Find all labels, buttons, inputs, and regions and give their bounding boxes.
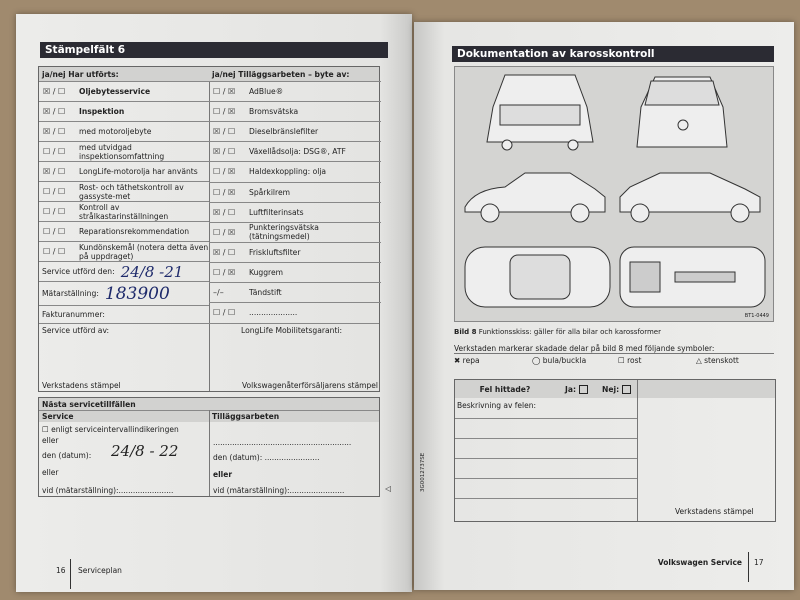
service-item-label: Kundönskemål (notera detta även på uppdraget) [79, 242, 209, 261]
symbol-stone-chip: △ stenskott [696, 356, 739, 365]
extra-work-item-row [209, 141, 381, 161]
extra-work-item-row [209, 282, 381, 302]
extra-work-item-label: .................... [249, 308, 298, 318]
next-date-label: den (datum): [42, 451, 92, 460]
car-underbody-view [620, 247, 765, 307]
extra-work-item-label: Bromsvätska [249, 107, 299, 117]
yes-no-checkbox[interactable]: ☐ / ☐ [213, 308, 236, 318]
symbol-dent: ◯ bula/buckla [532, 356, 587, 365]
extra-work-item-label: AdBlue® [249, 87, 284, 97]
yes-no-checkbox[interactable]: ☒ / ☐ [43, 127, 66, 136]
right-col-header: ja/nej Tilläggsarbeten – byte av: [212, 69, 350, 79]
extra-work-item-label: Luftfilterinsats [249, 207, 304, 217]
service-item-row [39, 181, 209, 201]
service-item-label: med utvidgad inspektionsomfattning [79, 142, 165, 161]
extra-work-item-row [209, 222, 381, 242]
yes-no-checkbox[interactable]: ☐ / ☒ [213, 187, 236, 197]
service-header: Service [42, 412, 74, 421]
extra-work-item-row [209, 242, 381, 262]
extra-work-item-row [209, 262, 381, 282]
next-service-table [38, 397, 391, 497]
service-item-label: med motoroljebyte [79, 127, 152, 136]
arrow-icon: ◁ [385, 484, 391, 493]
yes-no-checkbox[interactable]: ☐ / ☒ [213, 267, 236, 277]
extra-work-item-label: Spårkilrem [249, 187, 291, 197]
description-label: Beskrivning av felen: [457, 401, 537, 410]
yes-no-checkbox[interactable]: ☒ / ☐ [213, 127, 236, 137]
car-rear-view [487, 75, 593, 150]
faults-table [454, 379, 776, 522]
no-checkbox[interactable] [622, 385, 631, 394]
service-item-label: LongLife-motorolja har använts [79, 167, 198, 176]
yes-no-checkbox[interactable]: –/– [213, 288, 224, 298]
extra-work-item-label: Dieselbränslefilter [249, 127, 319, 137]
extra-odometer-field: vid (mätarställning):....................... [213, 486, 345, 495]
service-item-row [39, 81, 209, 101]
faults-label: Fel hittade? [479, 384, 531, 394]
extra-date-field: den (datum): ....................... [213, 453, 320, 462]
service-item-row [39, 141, 209, 161]
service-item-label: Rost- och täthetskontroll av gassyste-met [79, 182, 184, 201]
right-page [414, 22, 794, 590]
page-number: 17 [754, 558, 764, 567]
extra-work-field: .......................................................... [213, 438, 352, 447]
service-item-row [39, 161, 209, 181]
yes-no-checkbox[interactable]: ☐ / ☒ [213, 107, 236, 117]
service-item-label: Inspektion [79, 107, 125, 116]
yes-no-checkbox[interactable]: ☒ / ☐ [213, 247, 236, 257]
section-title: Stämpelfält 6 [40, 42, 388, 58]
service-item-row [39, 241, 209, 261]
left-col-header: ja/nej Har utförts: [42, 69, 119, 79]
service-date-value: 24/8 -21 [120, 262, 184, 281]
or-text: eller [42, 468, 59, 477]
service-item-row [39, 221, 209, 241]
extra-work-item-label: Växellådsolja: DSG®, ATF [249, 147, 346, 157]
yes-no-checkbox[interactable]: ☐ / ☐ [43, 187, 66, 196]
extra-work-item-label: Haldexkoppling: olja [249, 167, 327, 177]
next-service-title: Nästa servicetillfällen [39, 398, 379, 410]
yes-no-checkbox[interactable]: ☐ / ☐ [43, 247, 66, 256]
yes-no-checkbox[interactable]: ☒ / ☐ [43, 167, 66, 176]
yes-no-checkbox[interactable]: ☐ / ☒ [213, 87, 236, 97]
service-item-label: Oljebytesservice [79, 87, 151, 96]
yes-no-checkbox[interactable]: ☒ / ☐ [43, 87, 66, 96]
performed-by-label: Service utförd av: [42, 326, 110, 335]
left-page [16, 14, 412, 592]
yes-checkbox[interactable] [579, 385, 588, 394]
dealer-stamp-label: Volkswagenåterförsäljarens stämpel [242, 381, 378, 390]
section-title: Dokumentation av karosskontroll [452, 46, 774, 62]
workshop-stamp-label: Verkstadens stämpel [675, 507, 754, 516]
caption-text: Funktionsskiss: gäller för alla bilar och karossformer [478, 328, 661, 336]
caption-label: Bild 8 [454, 328, 477, 336]
service-item-row [39, 101, 209, 121]
instruction: Verkstaden markerar skadade delar på bild 8 med följande symboler: [454, 344, 774, 354]
car-body-diagram [454, 66, 774, 322]
yes-no-checkbox[interactable]: ☐ / ☐ [43, 207, 66, 216]
extra-work-item-label: Kuggrem [249, 267, 284, 277]
extra-work-item-row [209, 81, 381, 101]
extra-work-item-row [209, 182, 381, 202]
section-name: Serviceplan [78, 566, 122, 575]
yes-no-checkbox[interactable]: ☐ / ☐ [43, 147, 66, 156]
service-item-label: Reparationsrekommendation [79, 227, 190, 236]
yes-label: Ja: [565, 384, 576, 394]
extra-work-item-label: Friskluftsfilter [249, 247, 301, 257]
document-code: 3G0012737SE [420, 452, 426, 492]
or-text: eller [42, 436, 59, 445]
extra-work-item-row [209, 101, 381, 121]
page-number: 16 [56, 566, 66, 575]
interval-option[interactable]: ☐ enligt serviceintervallindikeringen [42, 425, 179, 434]
workshop-stamp-label: Verkstadens stämpel [42, 381, 121, 390]
or-text: eller [213, 470, 233, 479]
extra-work-item-row [209, 161, 381, 181]
footer-brand: Volkswagen Service [657, 558, 742, 567]
extra-work-item-row [209, 302, 381, 322]
service-item-row [39, 201, 209, 221]
yes-no-checkbox[interactable]: ☐ / ☒ [213, 167, 236, 177]
yes-no-checkbox[interactable]: ☒ / ☐ [213, 207, 236, 217]
symbol-rust: ☐ rost [618, 356, 642, 365]
car-side-view-left [620, 173, 760, 222]
no-label: Nej: [602, 384, 620, 394]
car-front-view [637, 77, 727, 147]
extra-work-item-label: Punkteringsvätska (tätningsmedel) [249, 223, 319, 242]
symbol-scratch: ✖ repa [454, 356, 480, 365]
yes-no-checkbox[interactable]: ☒ / ☐ [213, 147, 236, 157]
next-odometer-field: vid (mätarställning):....................... [42, 486, 174, 495]
extra-work-item-row [209, 121, 381, 141]
service-date-label: Service utförd den: [42, 267, 115, 276]
diagram-code: BT1-0449 [744, 313, 769, 319]
service-table [38, 66, 380, 392]
invoice-label: Fakturanummer: [42, 310, 105, 319]
next-date-value: 24/8 - 22 [111, 442, 179, 460]
extra-work-item-label: Tändstift [249, 288, 282, 298]
car-top-view [465, 247, 610, 307]
yes-no-checkbox[interactable]: ☐ / ☒ [213, 227, 236, 237]
extra-work-item-row [209, 202, 381, 222]
service-item-row [39, 121, 209, 141]
service-item-label: Kontroll av strålkastarinställningen [79, 202, 169, 221]
odometer-label: Mätarställning: [42, 289, 99, 298]
longlife-label: LongLife Mobilitetsgaranti: [241, 326, 343, 335]
extra-header: Tilläggsarbeten [212, 412, 280, 421]
yes-no-checkbox[interactable]: ☒ / ☐ [43, 107, 66, 116]
yes-no-checkbox[interactable]: ☐ / ☐ [43, 227, 66, 236]
car-side-view-right [465, 173, 605, 222]
odometer-value: 183900 [104, 283, 170, 304]
